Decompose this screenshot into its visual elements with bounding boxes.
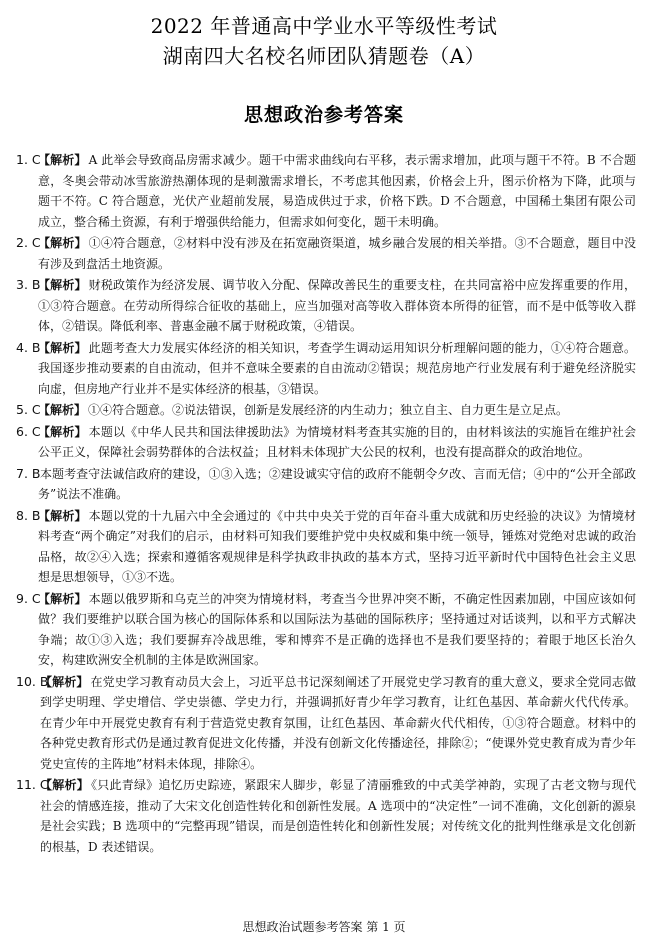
answer-item: [16, 233, 636, 274]
answer-number: 7. B: [16, 465, 41, 481]
answer-text: 本题以党的十九届六中全会通过的《中共中央关于党的百年奋斗重大成就和历史经验的决议》为情境材料考查“两个确定”对我们的启示，由材料可知我们要维护党中央权威和集中统一领导，锤炼对党绝对忠诚的政治品格，故②④入选；探索和遵循客观规律是科学执政非执政的基本方式，坚持习近平新时代中国特色社会主义思想是思想领导，①③不选。: [38, 508, 636, 584]
analysis-tag: 【解析】: [40, 778, 89, 792]
answer-text: 《只此青绿》追忆历史踪迹，紧跟宋人脚步，彰显了清丽雅致的中式美学神韵，实现了古老文物与现代社会的情感连接，推动了大宋文化创造性转化和创新性发展。A 选项中的“决定性”一词不准确，文化创新的源泉是社会实践；B 选项中的“完整再现”错误，而是创造性转化和创新性发展；对传统文化的批判性继承是文化创新的根基，D 表述错误。: [40, 778, 636, 854]
answer-text: 本题以《中华人民共和国法律援助法》为情境材料考查其实施的目的，由材料该法的实施旨在维护社会公平正义，保障社会弱势群体的合法权益；且材料未体现扩大公民的权利，也没有提高群众的政治地位。: [38, 424, 636, 459]
answer-text: 财税政策作为经济发展、调节收入分配、保障改善民生的重要支柱，在共同富裕中应发挥重要的作用，①③符合题意。在劳动所得综合征收的基础上，应当加强对高等收入群体资本所得的征管，而不是中低等收入群体，②错误。降低利率、普惠金融不属于财税政策，④错误。: [38, 278, 636, 333]
answer-key-heading: 思想政治参考答案: [243, 104, 404, 126]
analysis-tag: 【解析】: [40, 674, 89, 689]
answer-item: [16, 422, 636, 463]
answer-list: [16, 150, 636, 858]
answer-number: 1. C: [16, 152, 41, 167]
answer-text: ①④符合题意。②说法错误，创新是发展经济的内生动力；独立自主、自力更生是立足点。: [88, 403, 569, 417]
answer-number: 3. B: [16, 277, 41, 292]
answer-number: 8. B: [16, 507, 41, 523]
answer-number: 2. C: [16, 235, 41, 250]
answer-text: ①④符合题意，②材料中没有涉及在拓宽融资渠道，城乡融合发展的相关举措。③不合题意，题目中没有涉及到盘活土地资源。: [38, 236, 636, 271]
answer-number: 4. B: [16, 339, 41, 355]
analysis-tag: 【解析】: [38, 591, 87, 606]
answer-text: 此题考查大力发展实体经济的相关知识，考查学生调动运用知识分析理解问题的能力，①④符合题意。我国逐步推动要素的自由流动，但并不意味全要素的自由流动②错误；规范房地产行业发展有利于避免经济脱实向虚，但房地产行业并不是实体经济的根基，③错误。: [38, 340, 636, 396]
answer-text: 本题以俄罗斯和乌克兰的冲突为情境材料，考查当今世界冲突不断，不确定性因素加剧，中国应该如何做？我们要维护以联合国为核心的国际体系和以国际法为基础的国际秩序；坚持通过对话谈判，以和平方式解决争端；故①③入选；我们要摒弃冷战思维，零和博弈不是正确的选择也不是我们要坚持的；着眼于地区长治久安，构建欧洲安全机制的主体是欧洲国家。: [38, 591, 636, 667]
analysis-tag: 【解析】: [38, 153, 87, 167]
answer-text: A 此举会导致商品房需求减少。题干中需求曲线向右平移，表示需求增加，此项与题干不符。B 不合题意，冬奥会带动冰雪旅游热潮体现的是刺激需求增长，不考虑其他因素，价格会上升，图示价格为下降，此项与题干不符。C 符合题意，光伏产业超前发展，易造成供过于求，价格下跌。D 不合题意，中国稀土集团有限公司成立，整合稀土资源，有利于增强供给能力，但需求如何变化，题干未明确。: [38, 153, 636, 229]
page-footer: 思想政治试题参考答案 第 1 页: [242, 920, 406, 934]
answer-item: [16, 672, 636, 775]
answer-item: [16, 589, 636, 671]
answer-item: [16, 338, 636, 400]
answer-number: 9. C: [16, 590, 41, 606]
exam-subtitle: 湖南四大名校名师团队猜题卷（A）: [162, 44, 486, 68]
answer-number: 5. C: [16, 402, 41, 417]
answer-text: 在党史学习教育动员大会上，习近平总书记深刻阐述了开展党史学习教育的重大意义，要求全党同志做到学史明理、学史增信、学史崇德、学史力行，并强调抓好青少年学习教育，让红色基因、革命薪火代代传承。在青少年中开展党史教育有利于营造党史教育氛围，让红色基因、革命薪火代代相传，①③符合题意。材料中的各种党史教育形式仍是通过教育促进文化传播，并没有创新文化传播途径，排除②；“使课外党史教育成为青少年党史宣传的主阵地”材料未体现，排除④。: [40, 674, 636, 771]
analysis-tag: 【解析】: [38, 508, 87, 523]
answer-item: [16, 506, 636, 588]
analysis-tag: 【解析】: [38, 340, 87, 355]
answer-text: 本题考查守法诚信政府的建设，①③入选；②建设诚实守信的政府不能朝令夕改、言而无信；④中的“公开全部政务”说法不准确。: [38, 466, 636, 501]
analysis-tag: 【解析】: [38, 403, 87, 417]
exam-title: 2022 年普通高中学业水平等级性考试: [150, 14, 498, 38]
answer-number: 10. B: [16, 673, 49, 689]
answer-item: [16, 400, 636, 421]
answer-number: 6. C: [16, 423, 41, 439]
analysis-tag: 【解析】: [38, 236, 87, 250]
answer-item: [16, 775, 636, 857]
analysis-tag: 【解析】: [38, 424, 87, 439]
analysis-tag: 【解析】: [38, 278, 87, 292]
answer-number: 11. C: [16, 777, 49, 792]
answer-item: [16, 150, 636, 232]
answer-item: [16, 464, 636, 505]
answer-item: [16, 275, 636, 337]
